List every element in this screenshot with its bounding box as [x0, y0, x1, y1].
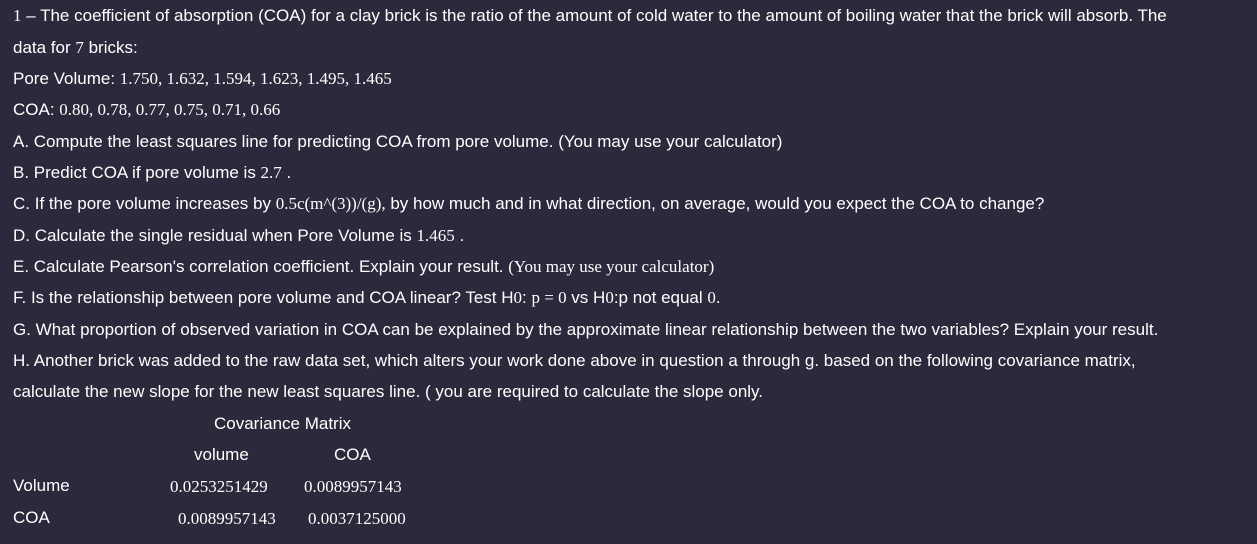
cov-coa-volume: 0.0089957143	[178, 509, 276, 528]
coa-values: 0.80, 0.78, 0.77, 0.75, 0.71, 0.66	[59, 100, 281, 119]
question-f-end: .	[715, 288, 721, 307]
intro-line-1	[13, 6, 1167, 26]
col-header-coa: COA	[334, 445, 371, 464]
question-c-math: 0.5c(m^(3))/(g),	[275, 194, 386, 213]
question-a	[13, 132, 782, 152]
col-header-volume: volume	[194, 445, 249, 464]
problem-number: 1	[13, 6, 22, 25]
question-f-sub-1: 0	[513, 288, 523, 307]
coa-line	[13, 100, 280, 120]
question-f-sub-2: 0	[605, 288, 614, 307]
question-d	[13, 226, 464, 246]
coa-label: COA:	[13, 100, 60, 119]
question-f	[13, 288, 721, 308]
question-d-value: 1.465	[416, 226, 455, 245]
question-e-note: (You may use your calculator)	[508, 257, 715, 276]
question-f-alt-text: :p not equal	[613, 288, 708, 307]
question-f-colon: :	[522, 288, 532, 307]
intro-text-2-pre: data for	[13, 38, 76, 57]
question-c-text: C. If the pore volume increases by	[13, 194, 276, 213]
question-e	[13, 257, 714, 277]
intro-text-1: – The coefficient of absorption (COA) for a clay brick is the ratio of the amount of cold water to the amount of boiling water that the brick will absorb. The	[21, 6, 1167, 25]
question-d-text: D. Calculate the single residual when Pore Volume is	[13, 226, 417, 245]
question-f-null-hypothesis: p = 0	[531, 288, 567, 307]
row-label-coa: COA	[13, 508, 50, 527]
question-f-alt-value: 0	[707, 288, 716, 307]
question-g	[13, 320, 1158, 340]
question-b-value: 2.7	[260, 163, 282, 182]
question-b-text: B. Predict COA if pore volume is	[13, 163, 261, 182]
pore-volume-label: Pore Volume:	[13, 69, 120, 88]
question-d-end: .	[454, 226, 465, 245]
intro-text-2-post: bricks:	[83, 38, 138, 57]
question-c	[13, 194, 1044, 214]
cov-coa-coa: 0.0037125000	[308, 509, 406, 528]
question-h-line-2	[13, 382, 763, 402]
question-b-end: .	[281, 163, 292, 182]
question-b	[13, 163, 291, 183]
question-c-end: by how much and in what direction, on average, would you expect the COA to change?	[385, 194, 1045, 213]
pore-volume-line	[13, 69, 392, 89]
question-f-vs: vs H	[566, 288, 606, 307]
pore-volume-values: 1.750, 1.632, 1.594, 1.623, 1.495, 1.465	[119, 69, 392, 88]
intro-line-2	[13, 38, 138, 58]
question-h-text-1: H. Another brick was added to the raw data set, which alters your work done above in question a through g. based on the following covariance matrix,	[13, 351, 1136, 370]
brick-count: 7	[75, 38, 84, 57]
question-e-text: E. Calculate Pearson's correlation coefficient. Explain your result.	[13, 257, 509, 276]
cov-volume-coa: 0.0089957143	[304, 477, 402, 496]
covariance-title: Covariance Matrix	[214, 414, 351, 433]
question-h-text-2: calculate the new slope for the new least squares line. ( you are required to calculate the slope only.	[13, 382, 764, 401]
question-h-line-1	[13, 351, 1136, 371]
cov-volume-volume: 0.0253251429	[170, 477, 268, 496]
question-a-text: A. Compute the least squares line for predicting COA from pore volume. (You may use your calculator)	[13, 132, 783, 151]
question-f-text: F. Is the relationship between pore volume and COA linear? Test H	[13, 288, 514, 307]
row-label-volume: Volume	[13, 476, 70, 495]
question-g-text: G. What proportion of observed variation in COA can be explained by the approximate linear relationship between the two variables? Explain your result.	[13, 320, 1159, 339]
